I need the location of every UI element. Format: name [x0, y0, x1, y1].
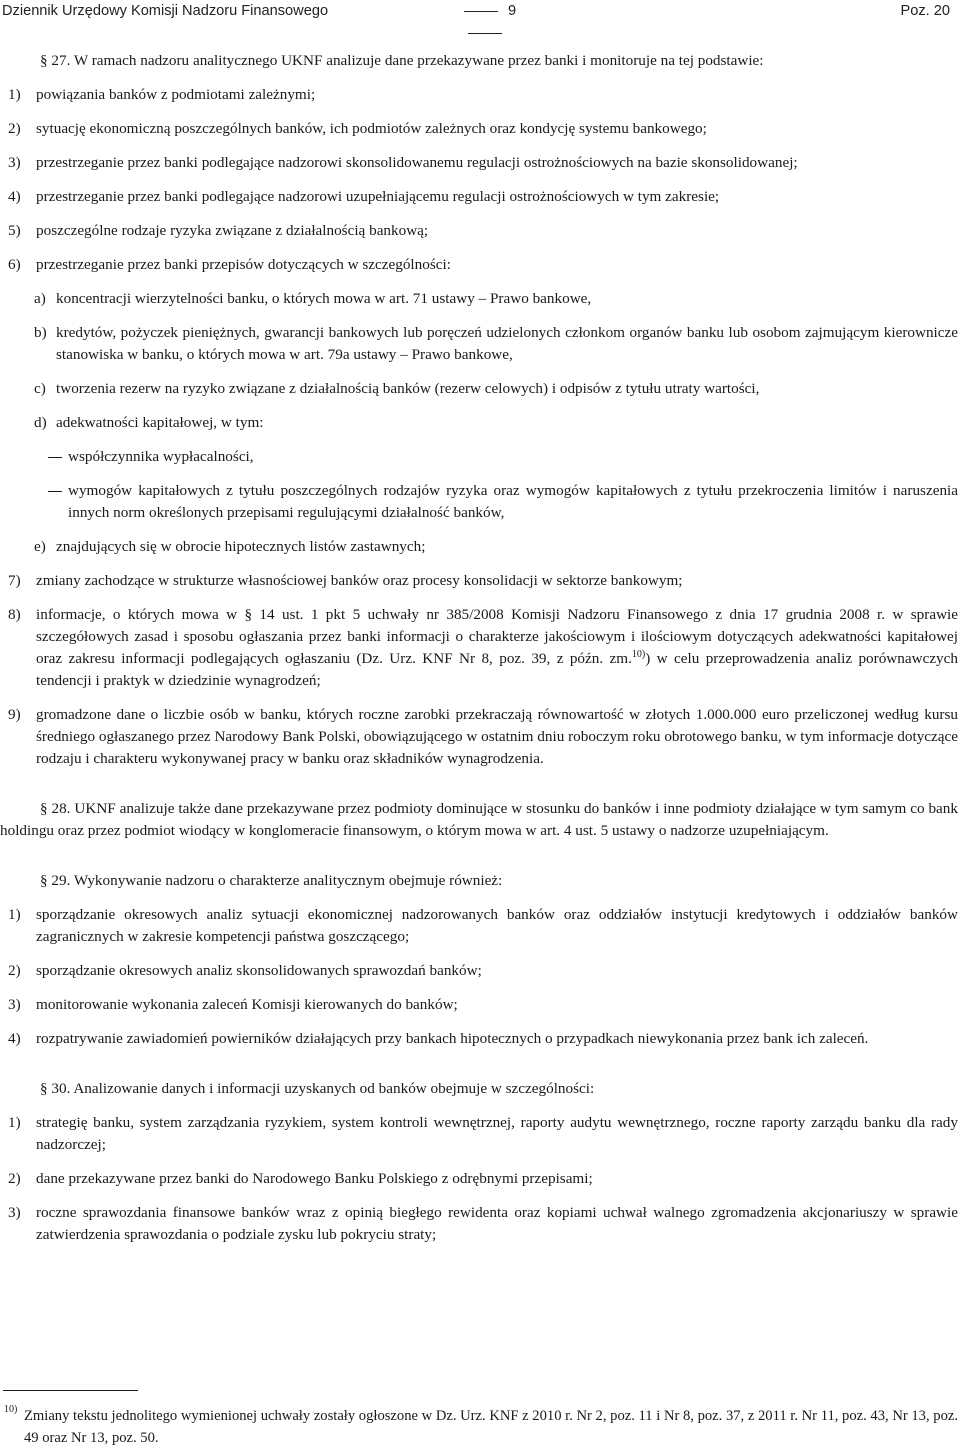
document-body — [0, 50, 958, 1258]
journal-title: Dziennik Urzędowy Komisji Nadzoru Finansowego — [2, 3, 329, 19]
s27-item-5 — [0, 220, 958, 242]
item-number: 4) — [8, 1030, 21, 1047]
s29-item-1 — [0, 904, 958, 948]
sub-letter: a) — [34, 290, 46, 307]
item-number: 8) — [8, 606, 21, 623]
section-29-intro: § 29. Wykonywanie nadzoru o charakterze analitycznym obejmuje również: — [40, 872, 503, 889]
page-header — [0, 0, 960, 22]
s27-item-3 — [0, 152, 958, 174]
footnote — [0, 1405, 958, 1449]
s27-item-6-d-dash-2 — [0, 480, 958, 524]
item-number: 2) — [8, 1170, 21, 1187]
footnote-reference[interactable]: 10) — [631, 649, 646, 660]
item-text: poszczególne rodzaje ryzyka związane z działalnością bankową; — [36, 222, 429, 239]
section-28: § 28. UKNF analizuje także dane przekazywane przez podmioty dominujące w stosunku do banków i inne podmioty działające w tym samym co bank holdingu oraz przez podmiot wiodący w konglomeracie finansowym, o którym mowa w art. 4 ust. 5 ustawy o nadzorze uzupełniającym. — [0, 800, 958, 839]
item-number: 3) — [8, 154, 21, 171]
s27-item-9 — [0, 704, 958, 770]
item-text: strategię banku, system zarządzania ryzykiem, system kontroli wewnętrznej, raporty audytu wewnętrznego, roczne raporty zarządu banku dla rady nadzorczej; — [36, 1114, 958, 1153]
s30-item-3 — [0, 1202, 958, 1246]
section-27-intro: § 27. W ramach nadzoru analitycznego UKNF analizuje dane przekazywane przez banki i monitoruje na tej podstawie: — [40, 52, 764, 69]
s29-item-3 — [0, 994, 958, 1016]
s27-item-6-c — [0, 378, 958, 400]
sub-text: koncentracji wierzytelności banku, o których mowa w art. 71 ustawy – Prawo bankowe, — [56, 290, 592, 307]
sub-letter: c) — [34, 380, 46, 397]
item-number: 2) — [8, 120, 21, 137]
s27-item-6 — [0, 254, 958, 276]
sub-letter: b) — [34, 324, 47, 341]
item-text: sytuację ekonomiczną poszczególnych banków, ich podmiotów zależnych oraz kondycję systemu bankowego; — [36, 120, 707, 137]
header-dash-left — [464, 11, 498, 12]
item-text: sporządzanie okresowych analiz skonsolidowanych sprawozdań banków; — [36, 962, 482, 979]
s27-item-1 — [0, 84, 958, 106]
item-number: 2) — [8, 962, 21, 979]
s27-item-6-d-dash-1 — [0, 446, 958, 468]
s27-item-2 — [0, 118, 958, 140]
item-number: 5) — [8, 222, 21, 239]
s27-item-6-b — [0, 322, 958, 366]
dash-text: współczynnika wypłacalności, — [68, 448, 254, 465]
item-text-part-1: informacje, o których mowa w § 14 ust. 1 pkt 5 uchwały nr 385/2008 Komisji Nadzoru Finansowego z dnia 17 grudnia 2008 r. w sprawie szczegółowych zasad i sposobu ogłaszania przez banki informacji o charakterze jakościowym i ilościowym dotyczących adekwatności kapitałowej oraz zakresu informacji podlegających ogłaszaniu (Dz. Urz. KNF Nr 8, poz. 39, z późn. zm. — [36, 606, 958, 667]
sub-letter: e) — [34, 538, 46, 555]
page-number — [430, 0, 540, 44]
s29-item-2 — [0, 960, 958, 982]
item-number: 1) — [8, 906, 21, 923]
sub-text: kredytów, pożyczek pieniężnych, gwarancji bankowych lub poręczeń udzielonych członkom organów banku lub osobom zajmującym kierownicze stanowiska w banku, o których mowa w art. 79a ustawy – Prawo bankowe, — [56, 324, 958, 363]
page-number-value: 9 — [507, 3, 517, 19]
s27-item-8 — [0, 604, 958, 692]
s27-item-6-a — [0, 288, 958, 310]
item-text: przestrzeganie przez banki podlegające nadzorowi uzupełniającemu regulacji ostrożnościowych w tym zakresie; — [36, 188, 720, 205]
item-text: przestrzeganie przez banki przepisów dotyczących w szczególności: — [36, 256, 451, 273]
header-dash-right — [468, 33, 502, 34]
s27-item-6-e — [0, 536, 958, 558]
position-number: Poz. 20 — [900, 3, 950, 19]
item-text: zmiany zachodzące w strukturze własnościowej banków oraz procesy konsolidacji w sektorze bankowym; — [36, 572, 683, 589]
item-number: 7) — [8, 572, 21, 589]
s27-item-7 — [0, 570, 958, 592]
item-text: rozpatrywanie zawiadomień powierników działających przy bankach hipotecznych o przypadkach niewykonania przez bank ich zaleceń. — [36, 1030, 869, 1047]
item-number: 6) — [8, 256, 21, 273]
item-text: przestrzeganie przez banki podlegające nadzorowi skonsolidowanemu regulacji ostrożnościowych na bazie skonsolidowanej; — [36, 154, 798, 171]
s30-item-1 — [0, 1112, 958, 1156]
s30-item-2 — [0, 1168, 958, 1190]
section-30-intro: § 30. Analizowanie danych i informacji uzyskanych od banków obejmuje w szczególności: — [40, 1080, 595, 1097]
item-text: powiązania banków z podmiotami zależnymi; — [36, 86, 316, 103]
item-text: dane przekazywane przez banki do Narodowego Banku Polskiego z odrębnymi przepisami; — [36, 1170, 593, 1187]
item-text: monitorowanie wykonania zaleceń Komisji kierowanych do banków; — [36, 996, 458, 1013]
footnote-mark: 10) — [4, 1404, 18, 1415]
footnote-text: Zmiany tekstu jednolitego wymienionej uchwały zostały ogłoszone w Dz. Urz. KNF z 2010 r. Nr 2, poz. 11 i Nr 8, poz. 37, z 2011 r. Nr 11, poz. 43, Nr 13, poz. 49 oraz Nr 13, poz. 50. — [24, 1408, 958, 1446]
item-number: 3) — [8, 1204, 21, 1221]
item-number: 1) — [8, 86, 21, 103]
sub-text: tworzenia rezerw na ryzyko związane z działalnością banków (rezerw celowych) i odpisów z tytułu utraty wartości, — [56, 380, 760, 397]
item-text: roczne sprawozdania finansowe banków wraz z opinią biegłego rewidenta oraz kopiami uchwał walnego zgromadzenia akcjonariuszy w sprawie zatwierdzenia sprawozdania o podziale zysku lub pokryciu straty; — [36, 1204, 958, 1243]
sub-letter: d) — [34, 414, 47, 431]
dash-text: wymogów kapitałowych z tytułu poszczególnych rodzajów ryzyka oraz wymogów kapitałowych z tytułu przekroczenia limitów i naruszenia innych norm określonych przepisami regulującymi działalność banków, — [68, 482, 958, 521]
s27-item-6-d — [0, 412, 958, 434]
item-number: 3) — [8, 996, 21, 1013]
dash-marker — [48, 457, 62, 458]
item-number: 1) — [8, 1114, 21, 1131]
s27-item-4 — [0, 186, 958, 208]
item-text-part-2: ) w celu przeprowadzenia analiz porównawczych tendencji i praktyk w dziedzinie wynagrodzeń; — [36, 650, 958, 689]
sub-text: znajdujących się w obrocie hipotecznych listów zastawnych; — [56, 538, 426, 555]
item-text: sporządzanie okresowych analiz sytuacji ekonomicznej nadzorowanych banków oraz oddziałów instytucji kredytowych i oddziałów banków zagranicznych w zakresie kompetencji państwa goszczącego; — [36, 906, 958, 945]
s29-item-4 — [0, 1028, 958, 1050]
dash-marker — [48, 491, 62, 492]
sub-text: adekwatności kapitałowej, w tym: — [56, 414, 264, 431]
footnote-separator — [3, 1390, 138, 1391]
item-number: 9) — [8, 706, 21, 723]
item-number: 4) — [8, 188, 21, 205]
item-text: gromadzone dane o liczbie osób w banku, których roczne zarobki przekraczają równowartość w złotych 1.000.000 euro przeliczonej według kursu średniego ogłaszanego przez Narodowy Bank Polski, obowiązującego w ostatnim dniu roboczym roku obrotowego banku, w tym informacje dotyczące rodzaju i charakteru wykonywanej pracy w banku oraz składników wynagrodzenia. — [36, 706, 958, 767]
